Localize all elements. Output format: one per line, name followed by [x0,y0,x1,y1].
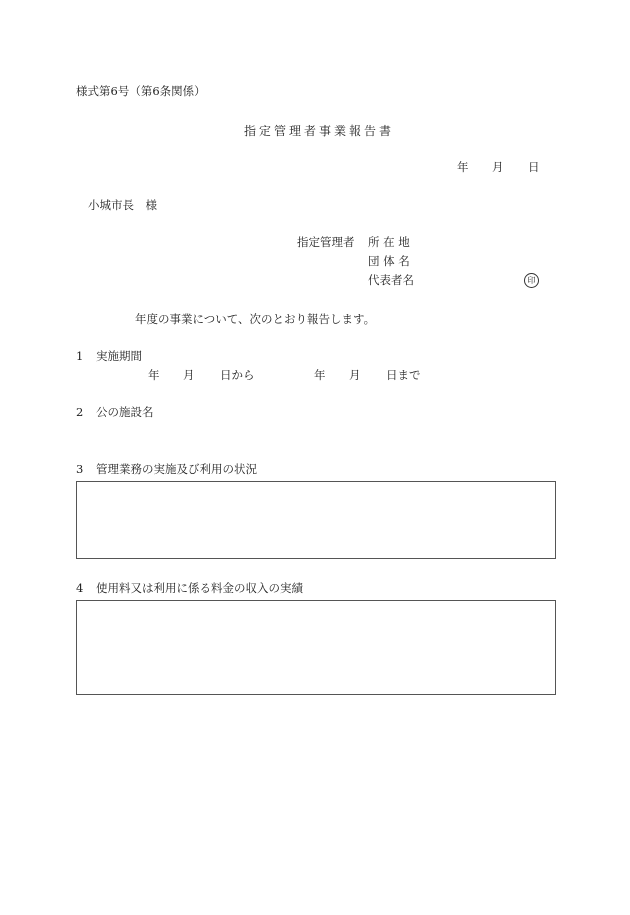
section-1-title: 実施期間 [96,349,142,363]
period-from-year: 年 [148,368,160,382]
period-from-month: 月 [183,368,195,382]
date-month-label: 月 [492,160,504,174]
address-label: 所 在 地 [368,235,410,249]
section-4-number: 4 [76,581,84,595]
revenue-results-box[interactable] [76,600,556,695]
date-year-label: 年 [457,160,469,174]
recipient: 小城市長 様 [88,198,157,212]
section-4-title: 使用料又は利用に係る料金の収入の実績 [96,581,303,595]
period-to-day: 日まで [386,368,421,382]
period-to-year: 年 [314,368,326,382]
usage-status-box[interactable] [76,481,556,559]
form-number: 様式第6号（第6条関係） [76,84,206,98]
manager-label: 指定管理者 [297,235,355,249]
date-day-label: 日 [528,160,540,174]
period-to-month: 月 [349,368,361,382]
organization-label: 団 体 名 [368,254,410,268]
period-from-day: 日から [220,368,255,382]
representative-label: 代表者名 [368,273,414,287]
intro-text: 年度の事業について、次のとおり報告します。 [135,312,376,326]
document-title: 指定管理者事業報告書 [244,124,395,138]
section-3-number: 3 [76,462,84,476]
section-2-number: 2 [76,405,84,419]
section-3-title: 管理業務の実施及び利用の状況 [96,462,257,476]
section-2-title: 公の施設名 [96,405,154,419]
seal-mark-icon: 印 [524,273,539,288]
section-1-number: 1 [76,349,84,363]
